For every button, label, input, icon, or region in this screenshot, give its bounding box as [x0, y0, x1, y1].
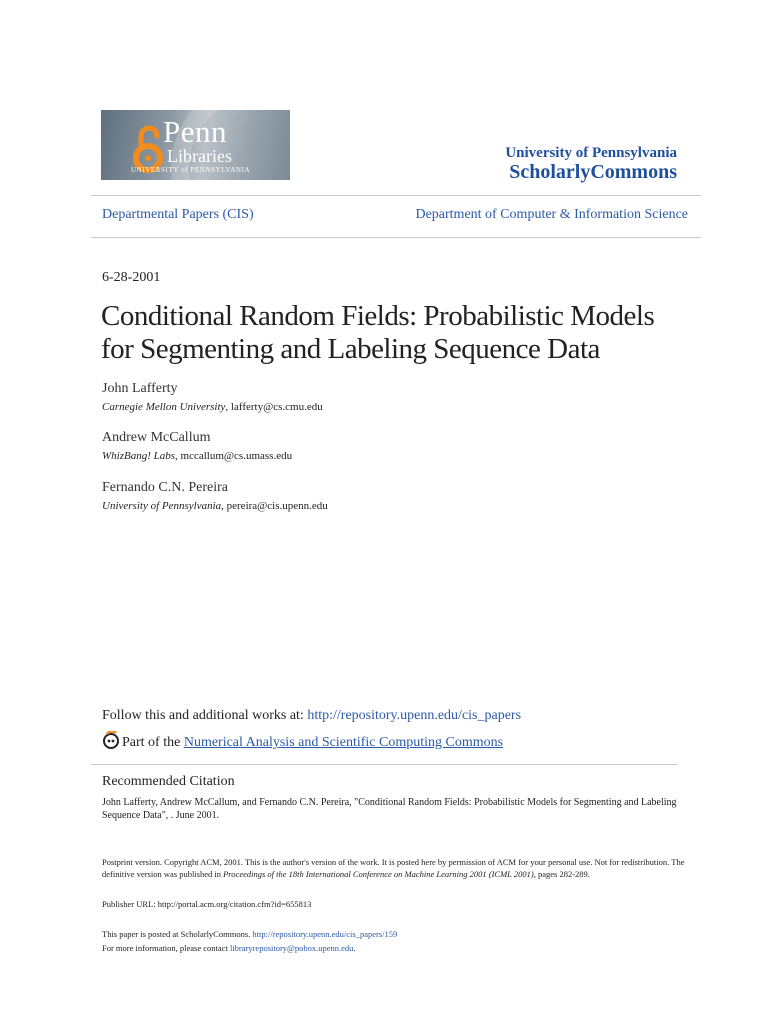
citation-text: John Lafferty, Andrew McCallum, and Fernando C.N. Pereira, "Conditional Random Fields: Probabilistic Models for Segmenting and Labeling Sequence Data", . June 2001. — [102, 797, 677, 821]
cis-papers-link[interactable]: http://repository.upenn.edu/cis_papers — [307, 708, 522, 723]
postprint-venue: Proceedings of the 18th International Conference on Machine Learning 2001 (ICML 2001) — [223, 869, 534, 879]
citation-heading: Recommended Citation — [102, 774, 235, 789]
follow-prefix: Follow this and additional works at: — [102, 708, 308, 723]
logo-penn-text: Penn — [163, 114, 227, 149]
follow-line — [102, 708, 521, 724]
posted-note — [102, 928, 692, 940]
affiliation-institution: WhizBang! Labs — [102, 450, 176, 462]
author-email: , lafferty@cs.cmu.edu — [225, 401, 323, 413]
affiliation-institution: University of Pennsylvania — [102, 500, 222, 512]
paper-title-line-2: for Segmenting and Labeling Sequence Data — [101, 333, 600, 365]
paper-permalink[interactable]: http://repository.upenn.edu/cis_papers/159 — [252, 929, 398, 939]
paper-title — [101, 300, 701, 366]
contact-note — [102, 942, 692, 954]
author-name: Andrew McCallum — [102, 430, 211, 445]
author-affiliation — [102, 450, 292, 462]
repository-name[interactable]: ScholarlyCommons — [509, 161, 677, 183]
postprint-note — [102, 856, 692, 880]
contact-prefix: For more information, please contact — [102, 943, 230, 953]
commons-icon — [102, 731, 120, 749]
author-email: , mccallum@cs.umass.edu — [175, 450, 293, 462]
logo-libraries-text: Libraries — [167, 146, 232, 166]
author-affiliation — [102, 401, 323, 413]
part-of-line — [102, 731, 503, 751]
postprint-text-2: , pages 282-289. — [533, 869, 590, 879]
commons-discipline-link[interactable]: Numerical Analysis and Scientific Computing Commons — [183, 735, 504, 750]
contact-suffix: . — [353, 943, 356, 953]
penn-libraries-logo — [101, 110, 290, 180]
author-name: Fernando C.N. Pereira — [102, 480, 228, 495]
department-link[interactable]: Department of Computer & Information Science — [415, 207, 688, 222]
institution-name[interactable]: University of Pennsylvania — [505, 145, 677, 161]
publisher-url: Publisher URL: http://portal.acm.org/citation.cfm?id=655813 — [102, 899, 312, 909]
posted-prefix: This paper is posted at ScholarlyCommons. — [102, 929, 253, 939]
affiliation-institution: Carnegie Mellon University — [102, 401, 226, 413]
paper-title-line-1: Conditional Random Fields: Probabilistic Models — [101, 300, 655, 332]
logo-university-text: UNIVERSITY of PENNSYLVANIA — [131, 166, 251, 174]
citation-divider — [91, 764, 678, 765]
author-email: , pereira@cis.upenn.edu — [221, 500, 328, 512]
header-divider — [91, 195, 701, 196]
contact-email-link[interactable]: libraryrepository@pobox.upenn.edu — [229, 943, 354, 953]
publication-date: 6-28-2001 — [102, 270, 161, 285]
collection-link[interactable]: Departmental Papers (CIS) — [102, 207, 254, 222]
postprint-text-1: Postprint version. Copyright ACM, 2001. This is the author's version of the work. It is posted here by permission of ACM for your personal use. Not for redistribution. The definitive version was published in — [102, 857, 685, 879]
author-name: John Lafferty — [102, 381, 178, 396]
author-affiliation — [102, 500, 328, 512]
nav-divider — [91, 237, 701, 238]
part-of-prefix: Part of the — [122, 735, 184, 750]
